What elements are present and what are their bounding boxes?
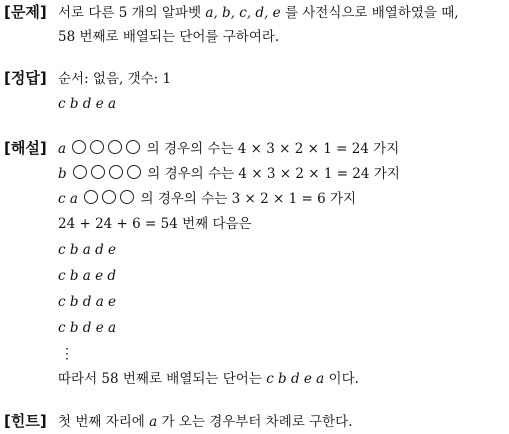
blank-circle-icon [102,190,116,204]
solution-row-1 [58,139,399,159]
blank-circle-icon [109,165,123,179]
row-3-prefix: c a [58,191,78,207]
problem-line-1-tail: 를 사전식으로 배열하였을 때, [284,5,459,21]
problem-line-1 [58,3,459,23]
solution-conclusion [58,369,359,389]
hint-var: a [149,414,158,430]
vertical-dots [58,344,74,364]
hint-text-pre: 첫 번째 자리에 [58,414,145,430]
solution-row-3 [58,189,356,209]
blank-circle-icon [127,165,141,179]
conclusion-post: 이다. [328,371,359,387]
problem-letters: a, b, c, d, e [205,5,281,21]
answer-word: c b d e a [58,96,117,112]
blank-circle-icon [91,165,105,179]
word-row-2: c b a e d [58,268,117,284]
solution-sum-line: 24 + 24 + 6 = 54 번째 다음은 [58,216,252,232]
answer-tag: [정답] [4,69,47,87]
blank-circle-icon [90,140,104,154]
answer-line-1: 순서: 없음, 갯수: 1 [58,71,172,87]
solution-tag: [해설] [4,139,47,157]
solution-row-2 [58,164,400,184]
problem-line-2: 58 번째로 배열되는 단어를 구하여라. [58,29,280,45]
hint-text-post: 가 오는 경우부터 차례로 구한다. [161,414,353,430]
row-1-text: 의 경우의 수는 4 × 3 × 2 × 1 = 24 가지 [146,141,400,157]
vertical-dots-glyph: ⋮ [60,346,74,362]
hint-line [58,412,353,432]
hint-tag: [힌트] [4,412,47,430]
word-row-4: c b d e a [58,320,117,336]
row-2-text: 의 경우의 수는 4 × 3 × 2 × 1 = 24 가지 [147,166,400,182]
blank-circle-icon [108,140,122,154]
blank-circle-icon [120,190,134,204]
row-3-text: 의 경우의 수는 3 × 2 × 1 = 6 가지 [140,191,357,207]
row-2-prefix: b [58,166,67,182]
row-1-prefix: a [58,141,67,157]
problem-line-1-text: 서로 다른 5 개의 알파벳 [58,5,202,21]
word-row-3: c b d a e [58,294,117,310]
blank-circle-icon [126,140,140,154]
conclusion-word: c b d e a [266,371,325,387]
blank-circle-icon [73,165,87,179]
problem-tag: [문제] [4,3,47,21]
blank-circle-icon [72,140,86,154]
word-row-1: c b a d e [58,242,117,258]
blank-circle-icon [84,190,98,204]
conclusion-pre: 따라서 58 번째로 배열되는 단어는 [58,371,262,387]
